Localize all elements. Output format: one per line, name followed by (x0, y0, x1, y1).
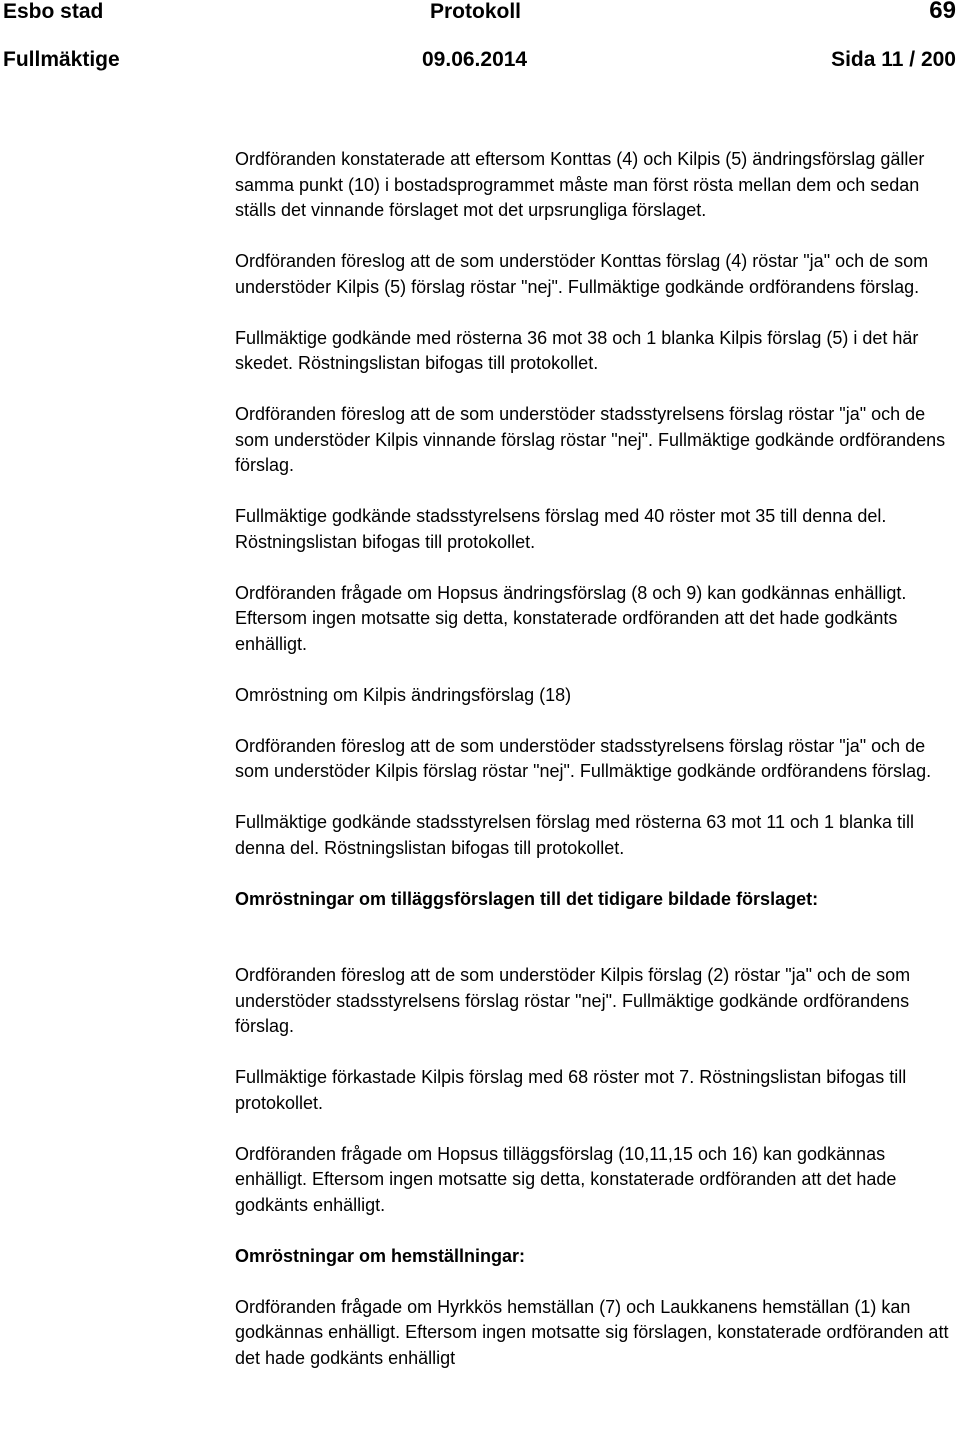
paragraph-12: Ordföranden frågade om Hopsus tilläggsförslag (10,11,15 och 16) kan godkännas enhälligt. Eftersom ingen motsatte sig detta, konstaterade ordföranden att det hade godkänts enhälligt. (235, 1143, 897, 1215)
paragraph-8: Ordföranden föreslog att de som understöder stadsstyrelsens förslag röstar "ja" och de som understöder Kilpis förslag röstar "nej". Fullmäktige godkände ordförandens förslag. (235, 735, 932, 781)
municipality-name: Esbo stad (3, 0, 104, 23)
heading-petitions: Omröstningar om hemställningar: (235, 1245, 526, 1266)
paragraph-1: Ordföranden konstaterade att eftersom Konttas (4) och Kilpis (5) ändringsförslag gäller samma punkt (10) i bostadsprogrammet måste man först rösta mellan dem och sedan ställs det vinnande förslaget mot det urpsrungliga förslaget. (235, 149, 925, 220)
paragraph-4: Ordföranden föreslog att de som understöder stadsstyrelsens förslag röstar "ja" och de som understöder Kilpis vinnande förslag röstar "nej". Fullmäktige godkände ordförandens förslag. (235, 404, 946, 475)
paragraph-10: Ordföranden föreslog att de som understöder Kilpis förslag (2) röstar "ja" och de som understöder stadsstyrelsens förslag röstar "nej". Fullmäktige godkände ordförandens förslag. (235, 965, 911, 1036)
heading-additional-proposals: Omröstningar om tilläggsförslagen till det tidigare bildade förslaget: (235, 888, 819, 909)
protocol-body (235, 147, 957, 1397)
section-number: 69 (929, 0, 956, 24)
document-type: Protokoll (430, 0, 522, 23)
meeting-date: 09.06.2014 (422, 48, 528, 71)
paragraph-13: Ordföranden frågade om Hyrkkös hemställan (7) och Laukkanens hemställan (1) kan godkännas enhälligt. Eftersom ingen motsatte sig förslagen, konstaterade ordföranden att det hade godkänts enhälligt (235, 1296, 949, 1368)
page-info: Sida 11 / 200 (831, 48, 956, 71)
paragraph-2: Ordföranden föreslog att de som understöder Konttas förslag (4) röstar "ja" och de som understöder Kilpis (5) förslag röstar "nej". Fullmäktige godkände ordförandens förslag. (235, 251, 929, 297)
paragraph-7: Omröstning om Kilpis ändringsförslag (18) (235, 684, 572, 705)
paragraph-6: Ordföranden frågade om Hopsus ändringsförslag (8 och 9) kan godkännas enhälligt. Eftersom ingen motsatte sig detta, konstaterade ordföranden att det hade godkänts enhälligt. (235, 582, 907, 654)
paragraph-11: Fullmäktige förkastade Kilpis förslag med 68 röster mot 7. Röstningslistan bifogas till protokollet. (235, 1067, 907, 1113)
paragraph-5: Fullmäktige godkände stadsstyrelsens förslag med 40 röster mot 35 till denna del. Röstningslistan bifogas till protokollet. (235, 506, 887, 552)
paragraph-9: Fullmäktige godkände stadsstyrelsen förslag med rösterna 63 mot 11 och 1 blanka till denna del. Röstningslistan bifogas till protokollet. (235, 812, 915, 858)
paragraph-3: Fullmäktige godkände med rösterna 36 mot 38 och 1 blanka Kilpis förslag (5) i det här skedet. Röstningslistan bifogas till protokollet. (235, 327, 919, 373)
body-name: Fullmäktige (3, 48, 120, 71)
